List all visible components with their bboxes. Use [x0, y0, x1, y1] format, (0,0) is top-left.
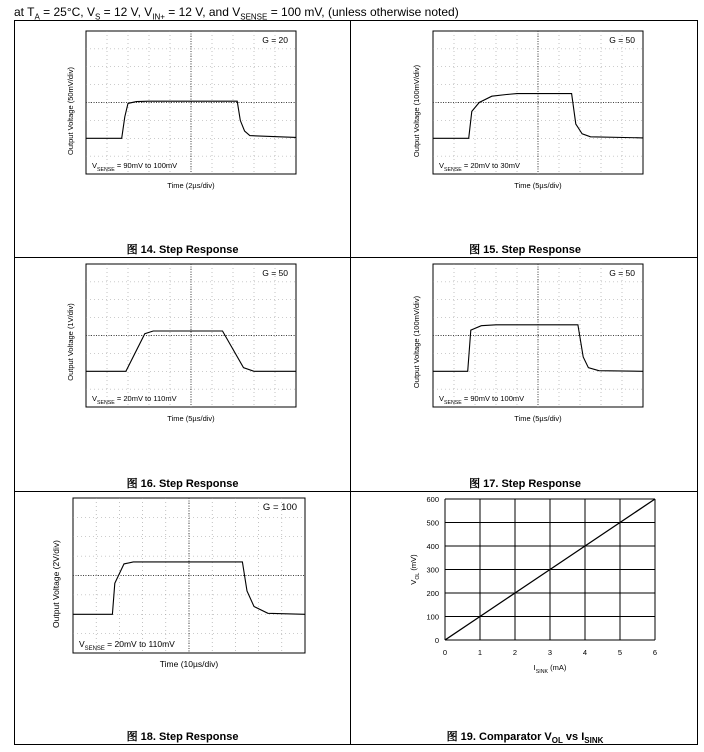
y-tick-label: 0 — [434, 636, 439, 645]
x-tick-label: 3 — [547, 648, 553, 657]
conditions-header: at $T_A = 25^\circ C$, $V_S = 12$ V, $V_{IN+} = 12$ V, and $V_{SENSE} = 100$ mV, (unless otherwise noted) — [14, 5, 459, 22]
caption-16: 图 16. Step Response — [126, 478, 239, 490]
x-tick-label: 5 — [617, 648, 623, 657]
caption-18: 图 18. Step Response — [126, 731, 239, 743]
figure-14 — [15, 21, 350, 257]
x-axis-label: Time (5µs/div) — [167, 414, 215, 423]
gain-label: G = 100 — [262, 502, 297, 513]
step-response-chart-15 — [351, 21, 699, 257]
gain-label: G = 50 — [262, 268, 288, 278]
figure-18 — [15, 492, 350, 744]
y-tick-label: 500 — [426, 518, 439, 528]
step-response-chart-16 — [15, 258, 350, 491]
y-tick-label: 100 — [426, 612, 439, 622]
y-axis-label: Output Voltage (1V/div) — [66, 303, 75, 381]
x-tick-label: 4 — [582, 648, 588, 657]
x-axis-label: Time (5µs/div) — [514, 181, 562, 190]
vsense-label: $V_{SENSE} = 20mV$ to 110mV — [92, 394, 177, 406]
gain-label: G = 50 — [609, 268, 635, 278]
vsense-label: $V_{SENSE} = 20mV$ to 110mV — [79, 639, 175, 652]
x-tick-label: 2 — [512, 648, 518, 657]
x-tick-label: 6 — [652, 648, 658, 657]
caption-19: 图 19. Comparator $V_{OL}$ vs $I_{SINK}$ — [446, 731, 604, 746]
figure-17 — [351, 258, 699, 491]
figure-15 — [351, 21, 699, 257]
gain-label: G = 20 — [262, 35, 288, 45]
y-tick-label: 300 — [426, 565, 439, 575]
step-response-chart-17 — [351, 258, 699, 491]
y-axis-label: Output Voltage (2V/div) — [51, 540, 61, 628]
y-axis-label: $V_{OL}$ (mV) — [409, 554, 421, 585]
x-axis-label: Time (5µs/div) — [514, 414, 562, 423]
y-axis-label: Output Voltage (100mV/div) — [412, 295, 421, 389]
caption-17: 图 17. Step Response — [469, 478, 581, 490]
x-axis-label: Time (10µs/div) — [159, 659, 219, 669]
x-tick-label: 1 — [477, 648, 483, 657]
vsense-label: $V_{SENSE} = 90mV$ to 100mV — [92, 161, 178, 173]
vsense-label: $V_{SENSE} = 20mV$ to 30mV — [439, 161, 520, 173]
y-axis-label: Output Voltage (50mV/div) — [66, 67, 75, 155]
x-axis-label: $I_{SINK}$ (mA) — [533, 663, 567, 675]
y-tick-label: 600 — [426, 495, 439, 504]
caption-14: 图 14. Step Response — [126, 244, 239, 256]
figure-grid — [14, 20, 698, 745]
vsense-label: $V_{SENSE} = 90mV$ to 100mV — [439, 394, 525, 406]
x-tick-label: 0 — [442, 648, 448, 657]
y-tick-label: 200 — [426, 589, 439, 598]
figure-19 — [351, 492, 699, 744]
step-response-chart-18 — [15, 492, 350, 744]
figure-16 — [15, 258, 350, 491]
y-tick-label: 400 — [426, 542, 439, 551]
gain-label: G = 50 — [609, 35, 635, 45]
x-axis-label: Time (2µs/div) — [167, 181, 215, 190]
caption-15: 图 15. Step Response — [469, 244, 581, 256]
vol-vs-isink-chart — [351, 492, 699, 744]
y-axis-label: Output Voltage (100mV/div) — [412, 64, 421, 158]
step-response-chart-14 — [15, 21, 350, 257]
